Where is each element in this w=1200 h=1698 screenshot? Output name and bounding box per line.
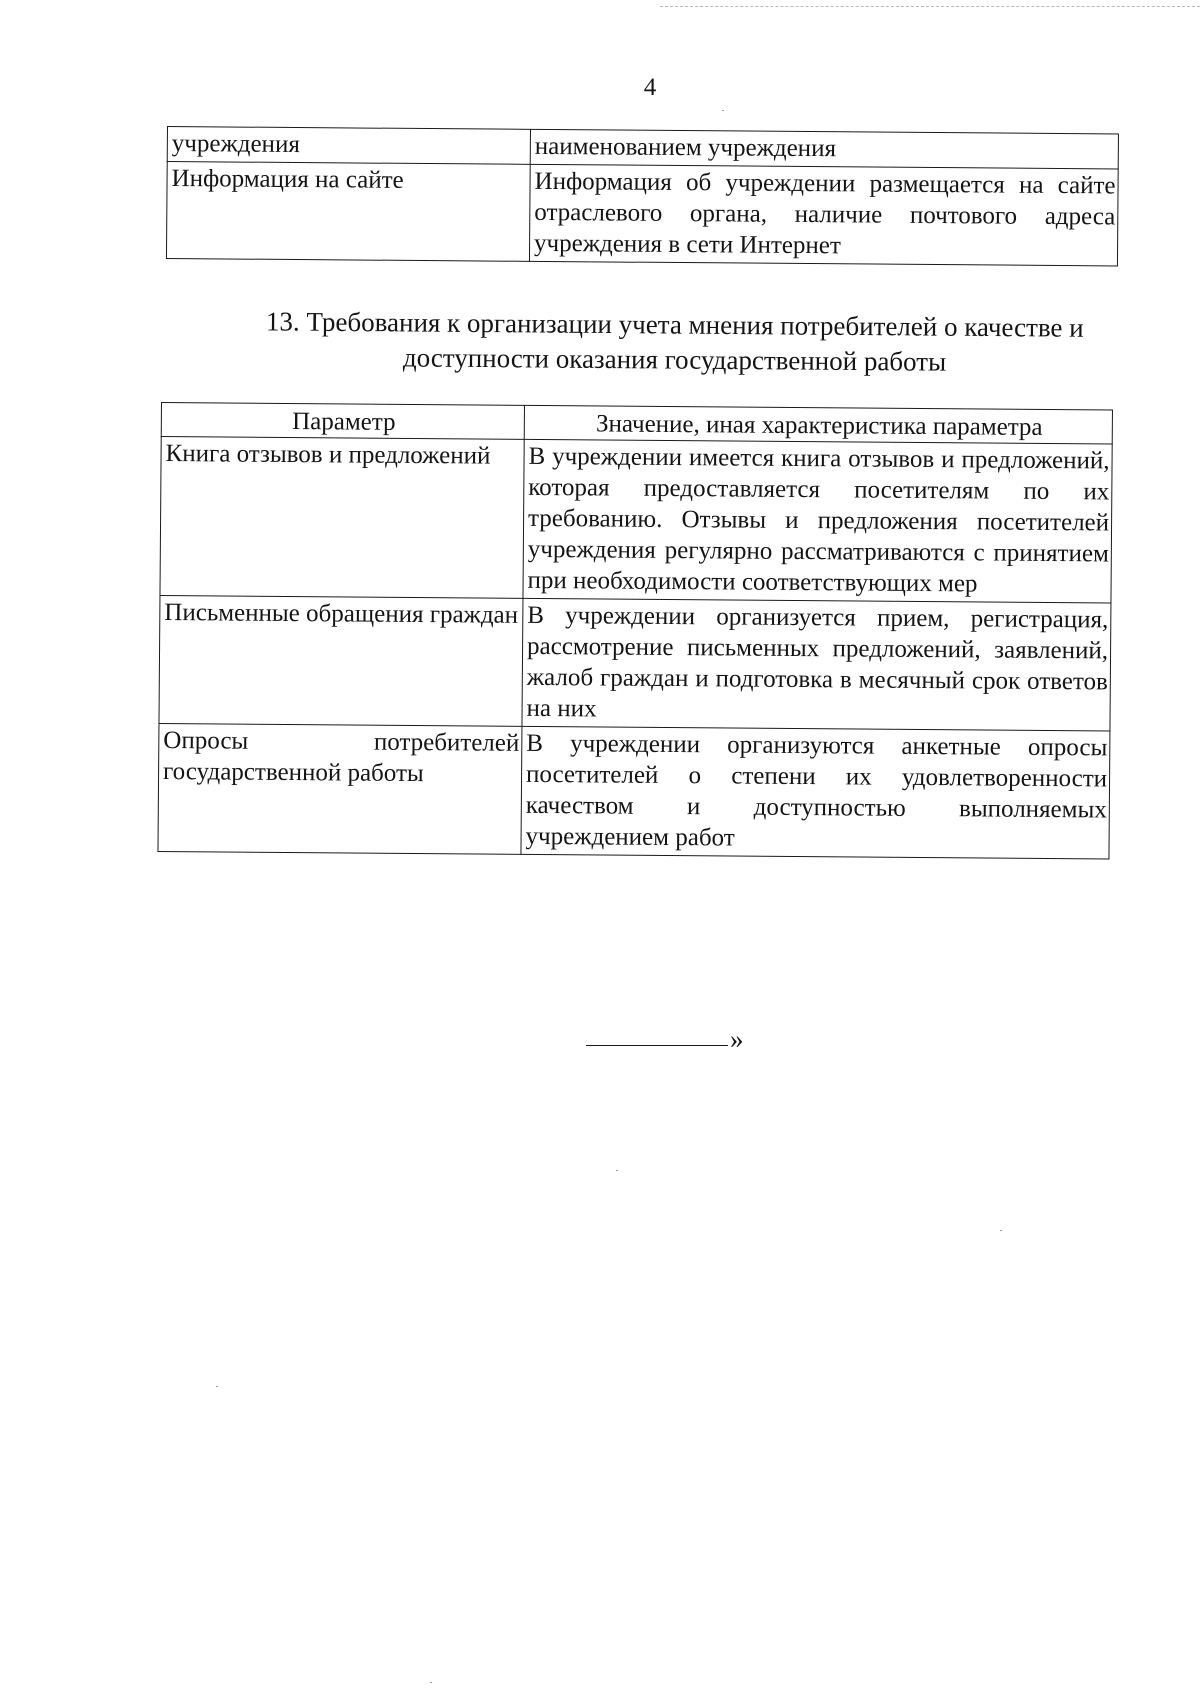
table-row bbox=[166, 162, 1118, 266]
value-cell: В учреждении организуются анкетные опросы посетителей о степени их удовлетворенности качеством и доступностью выполняемых учреждением работ bbox=[521, 726, 1110, 859]
parameter-cell: Книга отзывов и предложений bbox=[160, 437, 524, 599]
scan-speck bbox=[216, 1386, 218, 1387]
section-title: 13. Требования к организации учета мнения потребителей о качестве и доступности оказания государственной работы bbox=[265, 306, 1084, 377]
value-cell: Информация об учреждении размещается на сайте отраслевого органа, наличие почтового адреса учреждения в сети Интернет bbox=[529, 164, 1118, 266]
table-continued bbox=[166, 126, 1119, 266]
scan-speck bbox=[1000, 1230, 1002, 1231]
table-row bbox=[160, 437, 1112, 603]
value-cell: наименованием учреждения bbox=[530, 129, 1118, 169]
scan-edge-line bbox=[660, 6, 1200, 7]
parameter-cell: Информация на сайте bbox=[166, 162, 530, 262]
end-underline bbox=[586, 1045, 728, 1046]
scan-speck bbox=[722, 110, 724, 111]
table-row bbox=[159, 595, 1111, 730]
header-value: Значение, иная характеристика параметра bbox=[524, 405, 1112, 444]
parameter-cell: учреждения bbox=[167, 127, 530, 165]
parameter-cell: Опросы потребителей государственной работы bbox=[158, 723, 522, 854]
scan-speck bbox=[616, 1170, 618, 1171]
scan-speck bbox=[430, 1682, 432, 1683]
value-cell: В учреждении имеется книга отзывов и предложений, которая предоставляется посетителям по их требованию. Отзывы и предложения посетителей учреждения регулярно рассматриваются с принятием при необходимости соответствующих мер bbox=[523, 439, 1112, 603]
page-number: 4 bbox=[643, 74, 657, 101]
closing-quote: » bbox=[730, 1024, 744, 1054]
document-end-mark bbox=[586, 1024, 744, 1055]
parameter-cell: Письменные обращения граждан bbox=[159, 595, 523, 726]
value-cell: В учреждении организуется прием, регистрация, рассмотрение письменных предложений, заявлений, жалоб граждан и подготовка в месячный срок ответов на них bbox=[522, 598, 1111, 731]
table-row bbox=[158, 723, 1110, 858]
table-consumer-opinion bbox=[157, 402, 1113, 859]
header-parameter: Параметр bbox=[161, 403, 524, 440]
